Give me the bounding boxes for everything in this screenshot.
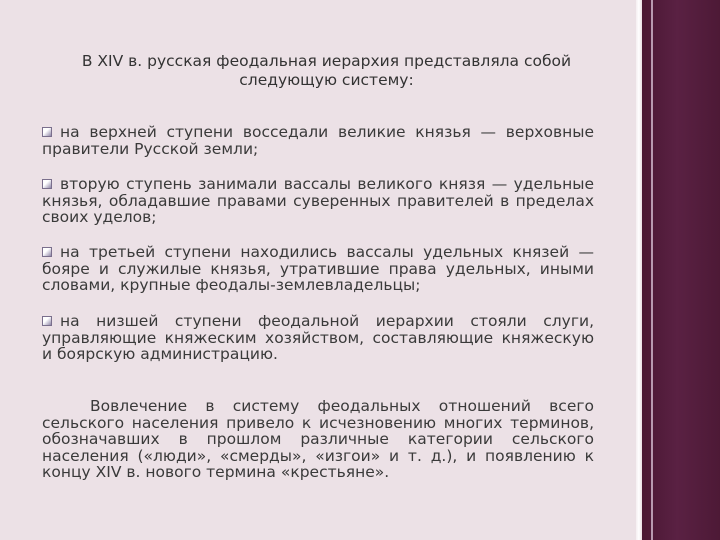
list-item (42, 124, 594, 157)
list-item-text: на низшей ступени феодальной иерархии стояли слуги, управляющие княжеским хозяйством, составляющие княжескую и боярскую администрацию. (42, 312, 594, 363)
list-item (42, 244, 594, 294)
body-paragraph: Вовлечение в систему феодальных отношений всего сельского населения привело к исчезновению многих терминов, обозначавших в прошлом различные категории сельского населения («люди», «смерды», «изгои» и т. д.), и появлению к концу XIV в. нового термина «крестьяне». (42, 397, 594, 481)
square-bullet-icon (42, 316, 52, 326)
list-item-text: на третьей ступени находились вассалы удельных князей — бояре и служилые князья, утратившие права удельных, иными словами, крупные феодалы-землевладельцы; (42, 243, 594, 294)
list-item-text: на верхней ступени восседали великие князья — верховные правители Русской земли; (42, 123, 594, 158)
list-item (42, 313, 594, 363)
square-bullet-icon (42, 127, 52, 137)
side-line (651, 0, 653, 540)
list-item-text: вторую ступень занимали вассалы великого князя — удельные князья, обладавшие правами суверенных правителей в пределах своих уделов; (42, 175, 594, 226)
square-bullet-icon (42, 179, 52, 189)
side-bar (642, 0, 720, 540)
slide-title: В XIV в. русская феодальная иерархия представляла собой следующую систему: (81, 52, 572, 89)
square-bullet-icon (42, 247, 52, 257)
list-item (42, 176, 594, 226)
